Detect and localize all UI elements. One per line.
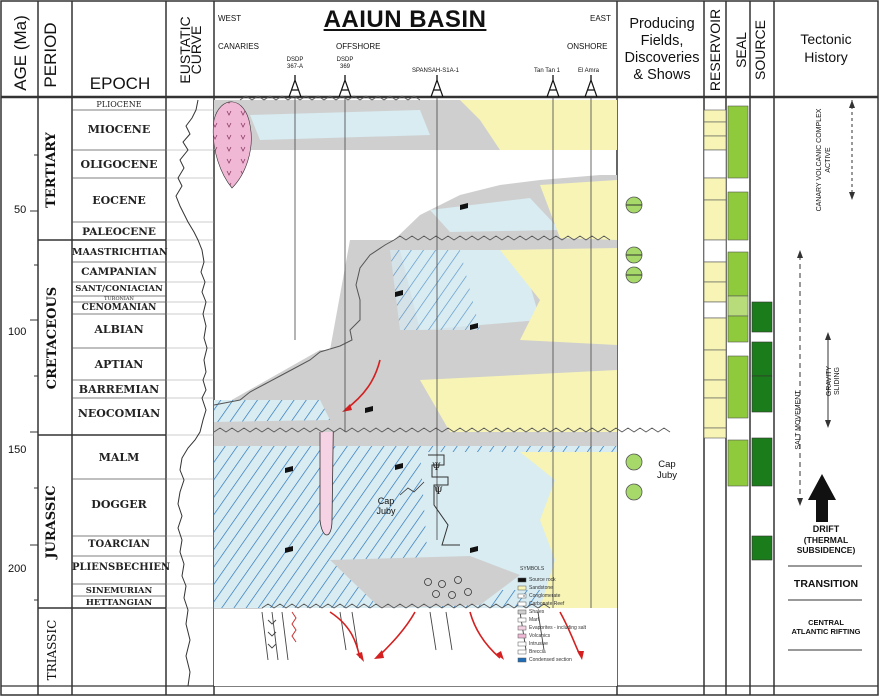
epoch-label: SANT/CONIACIAN	[75, 284, 163, 294]
epoch-label: PLIOCENE	[96, 100, 142, 109]
period-header: PERIOD	[41, 22, 60, 88]
epoch-label: DOGGER	[91, 498, 147, 511]
cap-juby-field-label: Cap Juby	[656, 459, 678, 481]
epoch-label: OLIGOCENE	[80, 158, 158, 171]
epoch-label: CENOMANIAN	[81, 303, 157, 313]
age-header: AGE (Ma)	[11, 15, 30, 91]
epoch-label: HETTANGIAN	[85, 598, 153, 608]
period-label: JURASSIC	[44, 485, 59, 559]
legend-item: Intrusive	[529, 641, 548, 647]
epoch-label: MALM	[98, 451, 140, 464]
eustatic-header: EUSTATIC CURVE	[177, 16, 204, 84]
salt-movement-label: SALT MOVEMENT	[795, 390, 802, 450]
drift-label: DRIFT	[812, 524, 840, 534]
legend-item: Volcanics	[529, 633, 551, 639]
age-tick-label: 50	[14, 204, 27, 216]
west-label: WEST	[218, 14, 242, 23]
legend-item: Conglomerate	[529, 593, 561, 599]
offshore-label: OFFSHORE	[336, 42, 381, 51]
legend-item: Carbonate Reef	[529, 601, 565, 607]
eustatic-curve	[176, 100, 207, 686]
source-header: SOURCE	[752, 20, 768, 80]
epoch-label: BARREMIAN	[78, 383, 160, 396]
legend-item: Condensed section	[529, 657, 572, 663]
transition-label: TRANSITION	[793, 578, 859, 590]
well-label: SPANSAH-S1A-1	[412, 68, 459, 74]
legend-item: Source rock	[529, 577, 556, 583]
epoch-label: SINEMURIAN	[85, 586, 153, 596]
epoch-label: NEOCOMIAN	[77, 407, 161, 420]
epoch-label: EOCENE	[92, 194, 146, 207]
period-label: TERTIARY	[44, 132, 59, 208]
epoch-label: TOARCIAN	[88, 539, 150, 550]
tectonic-header: Tectonic History	[800, 31, 852, 65]
epoch-label: MAASTRICHTIAN	[72, 247, 168, 258]
age-tick-label: 200	[8, 563, 27, 575]
rifting-label: CENTRAL ATLANTIC RIFTING	[791, 618, 861, 636]
epoch-header: EPOCH	[89, 74, 151, 93]
east-label: EAST	[590, 14, 611, 23]
svg-text:Ψ: Ψ	[432, 462, 441, 473]
period-label: CRETACEOUS	[45, 286, 60, 390]
cap-juby-section-label: Cap Juby	[376, 496, 396, 516]
seal-header: SEAL	[733, 32, 749, 68]
canary-volcanic-label: CANARY VOLCANIC COMPLEX ACTIVE	[816, 108, 832, 212]
well-label: DSDP 367-A	[286, 57, 304, 70]
well-label: El Amra	[578, 68, 600, 74]
legend-title: SYMBOLS	[520, 566, 545, 572]
period-label: TRIASSIC	[45, 619, 59, 681]
epoch-label: APTIAN	[94, 358, 144, 371]
well-label: Tan Tan 1	[534, 68, 560, 74]
legend-item: Breccia	[529, 649, 546, 655]
epoch-label: TURONIAN	[104, 296, 134, 302]
reservoir-header: RESERVOIR	[707, 8, 723, 92]
epoch-label: PALEOCENE	[82, 226, 156, 238]
onshore-label: ONSHORE	[567, 42, 608, 51]
age-tick-label: 100	[8, 326, 27, 338]
legend-item: Evaporites - including salt	[529, 625, 586, 631]
age-tick-label: 150	[8, 444, 27, 456]
epoch-label: ALBIAN	[94, 323, 144, 336]
legend-item: Shales	[529, 609, 545, 615]
gravity-sliding-label: GRAVITY SLIDING	[826, 365, 841, 397]
epoch-label: CAMPANIAN	[81, 266, 157, 278]
well-label: DSDP 369	[336, 57, 354, 70]
producing-header: Producing Fields, Discoveries & Shows	[624, 16, 700, 83]
epoch-label: MIOCENE	[87, 123, 151, 136]
svg-text:Ψ: Ψ	[434, 486, 443, 497]
drift-sub-label: (THERMAL SUBSIDENCE)	[796, 535, 856, 555]
basin-title: AAIUN BASIN	[323, 6, 487, 33]
canaries-label: CANARIES	[218, 42, 259, 51]
legend-item: Sandstone	[529, 585, 553, 591]
legend-item: Marl	[529, 617, 539, 623]
epoch-label: PLIENSBECHIEN	[72, 562, 171, 573]
